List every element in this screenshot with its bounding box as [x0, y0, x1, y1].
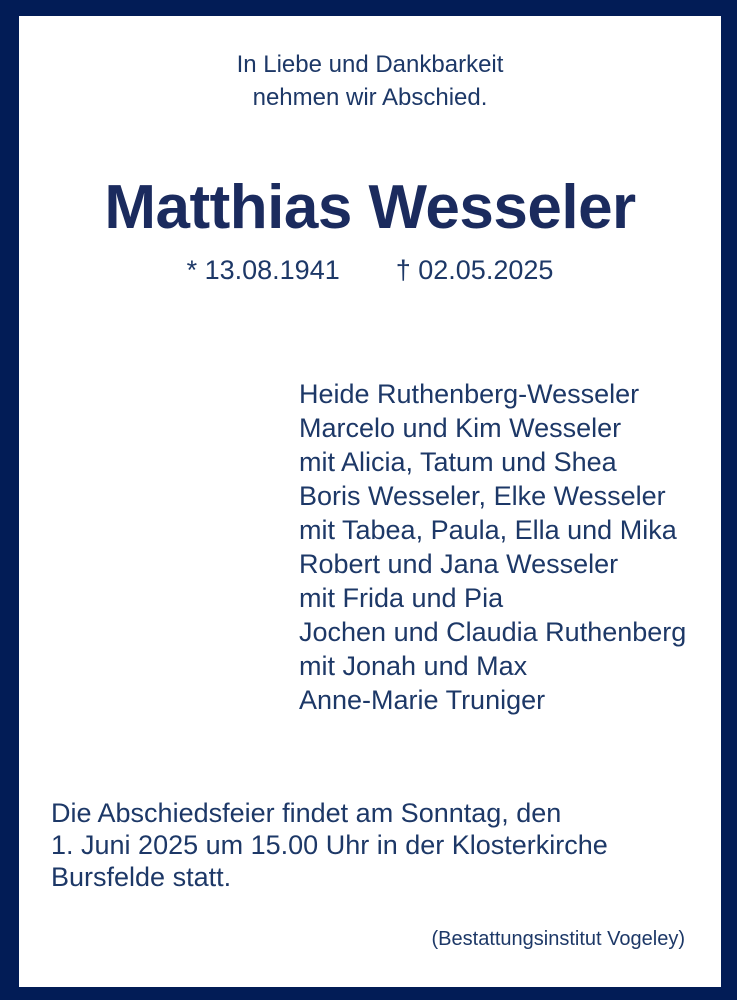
- life-dates: [19, 255, 721, 285]
- mourner-line: mit Jonah und Max: [299, 651, 528, 681]
- ceremony-line-1: Die Abschiedsfeier findet am Sonntag, den: [51, 798, 562, 828]
- opening-line-1: In Liebe und Dankbarkeit: [236, 51, 504, 78]
- funeral-home-credit: (Bestattungsinstitut Vogeley): [431, 928, 685, 950]
- deceased-name: Matthias Wesseler: [104, 173, 636, 242]
- mourner-line: Jochen und Claudia Ruthenberg: [299, 617, 687, 647]
- ceremony-line-3: Bursfelde statt.: [51, 862, 232, 892]
- mourners-list: [299, 377, 686, 717]
- opening-line-2: nehmen wir Abschied.: [252, 84, 488, 111]
- birth-date: * 13.08.1941: [186, 255, 340, 285]
- mourner-line: mit Alicia, Tatum und Shea: [299, 447, 617, 477]
- ceremony-line-2: 1. Juni 2025 um 15.00 Uhr in der Klosterkirche: [51, 830, 608, 860]
- mourner-line: Robert und Jana Wesseler: [299, 549, 619, 579]
- mourner-line: Boris Wesseler, Elke Wesseler: [299, 481, 666, 511]
- death-date: † 02.05.2025: [395, 255, 554, 285]
- mourner-line: Marcelo und Kim Wesseler: [299, 413, 622, 443]
- opening-lines: [19, 48, 721, 114]
- ceremony-info: [51, 797, 608, 893]
- mourner-line: Heide Ruthenberg-Wesseler: [299, 379, 640, 409]
- mourner-line: Anne-Marie Truniger: [299, 685, 546, 715]
- mourner-line: mit Frida und Pia: [299, 583, 504, 613]
- mourner-line: mit Tabea, Paula, Ella und Mika: [299, 515, 677, 545]
